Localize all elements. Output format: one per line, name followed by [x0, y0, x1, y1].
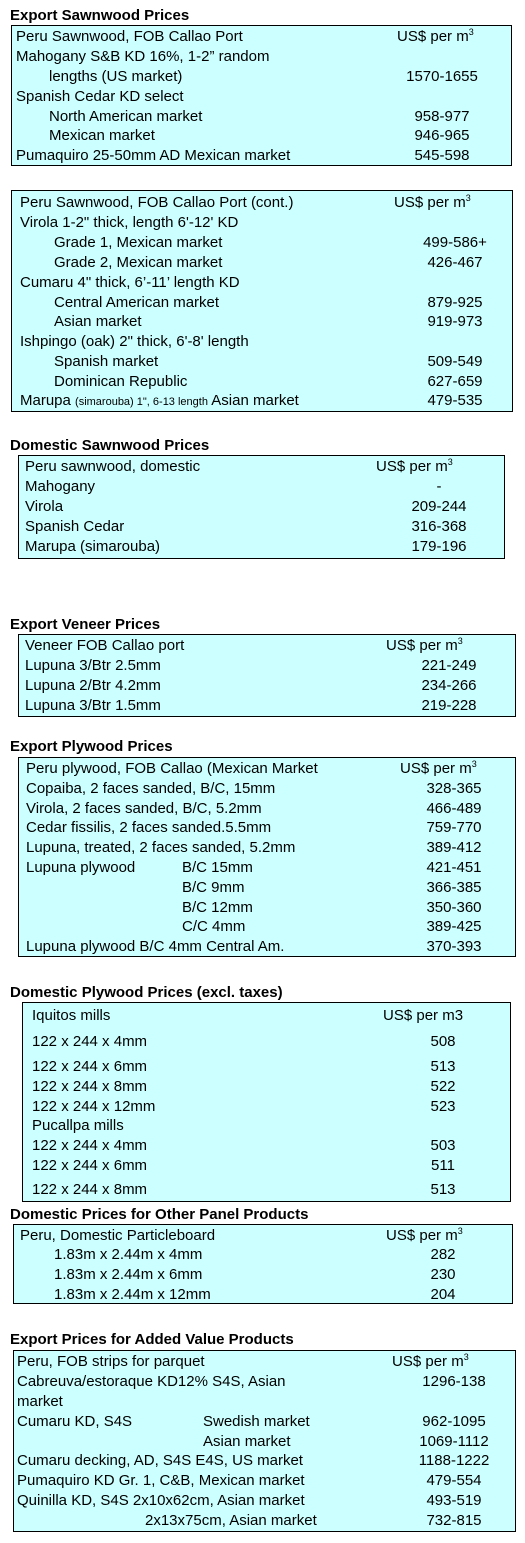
table-row — [12, 213, 512, 233]
table-row — [14, 1511, 515, 1531]
header-label: Peru, FOB strips for parquet — [17, 1353, 205, 1370]
table-header-row — [19, 457, 504, 477]
row-label: Virola, 2 faces sanded, B/C, 5.2mm — [26, 800, 262, 817]
header-label: Veneer FOB Callao port — [25, 637, 185, 654]
row-label: 1.83m x 2.44m x 6mm — [54, 1266, 203, 1283]
table-row — [14, 1245, 512, 1265]
row-label: Grade 2, Mexican market — [54, 254, 223, 271]
table-row — [12, 273, 512, 293]
row-value: 1188-1222 — [418, 1452, 490, 1469]
table-row — [14, 1491, 515, 1511]
row-value: 1069-1112 — [419, 1433, 489, 1450]
row-label: Copaiba, 2 faces sanded, B/C, 15mm — [26, 780, 276, 797]
table-row — [19, 477, 504, 497]
row-label: 1.83m x 2.44m x 12mm — [54, 1286, 211, 1303]
unit-label: US$ per m3 — [383, 1007, 464, 1024]
table-row — [12, 126, 511, 146]
table-row — [12, 293, 512, 313]
row-label: 122 x 244 x 6mm — [32, 1157, 148, 1174]
table-row — [12, 67, 511, 87]
table-row — [12, 391, 512, 411]
row-value: 230 — [430, 1266, 456, 1283]
row-value: 509-549 — [427, 353, 483, 370]
table-row — [23, 1116, 510, 1136]
row-value: 962-1095 — [422, 1413, 486, 1430]
export-sawnwood-title: Export Sawnwood Prices — [10, 7, 190, 24]
row-value: 466-489 — [426, 800, 482, 817]
row-label: lengths (US market) — [49, 68, 183, 85]
row-value: 523 — [430, 1098, 456, 1115]
table-row — [19, 838, 515, 858]
export-sawnwood-table — [11, 25, 512, 166]
table-row — [19, 517, 504, 537]
table-header-row — [12, 27, 511, 47]
row-value: 234-266 — [421, 677, 477, 694]
row-sublabel: Swedish market — [203, 1413, 310, 1430]
table-row — [19, 676, 515, 696]
row-label: 122 x 244 x 8mm — [32, 1078, 148, 1095]
row-label: Central American market — [54, 294, 220, 311]
row-label: Ishpingo (oak) 2" thick, 6'-8' length — [20, 333, 249, 350]
table-row — [14, 1451, 515, 1471]
table-row — [23, 1032, 510, 1052]
row-label: Lupuna 3/Btr 1.5mm — [25, 697, 161, 714]
unit-label: US$ per $m^3$ — [397, 27, 474, 45]
row-label: Mexican market — [49, 127, 155, 144]
row-value: 513 — [430, 1058, 456, 1075]
table-row — [19, 898, 515, 918]
table-row — [19, 779, 515, 799]
table-header-row — [12, 193, 512, 213]
row-value: 389-425 — [426, 918, 482, 935]
row-label: Cumaru decking, AD, S4S E4S, US market — [17, 1452, 303, 1469]
unit-label: US$ per $m^3$ — [376, 457, 453, 475]
header-label: Peru, Domestic Particleboard — [20, 1227, 216, 1244]
header-label: Peru plywood, FOB Callao (Mexican Market — [26, 760, 318, 777]
header-label: Peru Sawnwood, FOB Callao Port — [16, 28, 243, 45]
row-value: 879-925 — [427, 294, 483, 311]
row-label: Lupuna, treated, 2 faces sanded, 5.2mm — [26, 839, 296, 856]
row-label: Dominican Republic — [54, 373, 188, 390]
row-label: Spanish Cedar KD select — [16, 88, 184, 105]
other-panels-table — [13, 1224, 513, 1304]
export-sawnwood-cont-table — [11, 190, 513, 412]
row-label: Pumaquiro 25-50mm AD Mexican market — [16, 147, 291, 164]
table-row — [19, 537, 504, 557]
export-veneer-title: Export Veneer Prices — [10, 616, 161, 633]
row-value: - — [436, 478, 442, 495]
table-row — [19, 799, 515, 819]
row-value: 493-519 — [426, 1492, 482, 1509]
row-label: market — [17, 1393, 63, 1410]
table-row — [23, 1156, 510, 1176]
row-label: Cabreuva/estoraque KD12% S4S, Asian — [17, 1373, 286, 1390]
table-header-row — [14, 1226, 512, 1246]
table-row — [19, 696, 515, 716]
table-row — [12, 87, 511, 107]
domestic-plywood-table — [22, 1002, 511, 1202]
row-value: 919-973 — [427, 313, 483, 330]
row-label: Virola — [25, 498, 64, 515]
table-row — [14, 1471, 515, 1491]
table-row — [19, 497, 504, 517]
table-row — [14, 1412, 515, 1432]
table-header-row — [23, 1006, 510, 1026]
table-row — [14, 1285, 512, 1305]
table-row — [19, 878, 515, 898]
unit-label: US$ per $m^3$ — [394, 193, 471, 211]
row-sublabel: B/C 9mm — [182, 879, 245, 896]
row-value: 479-554 — [426, 1472, 482, 1489]
row-value: 513 — [430, 1181, 456, 1198]
table-header-row — [19, 636, 515, 656]
unit-label: US$ per $m^3$ — [386, 1226, 463, 1244]
row-label: Lupuna plywood B/C 4mm Central Am. — [26, 938, 285, 955]
row-value: 946-965 — [414, 127, 470, 144]
row-label: 122 x 244 x 6mm — [32, 1058, 148, 1075]
row-label: Lupuna plywood — [26, 859, 136, 876]
table-row — [23, 1097, 510, 1117]
table-row — [19, 937, 515, 957]
table-row — [12, 47, 511, 67]
table-row — [12, 332, 512, 352]
row-label: Marupa (simarouba) 1", 6-13 length Asian market — [20, 392, 299, 409]
row-label: Lupuna 2/Btr 4.2mm — [25, 677, 161, 694]
row-label: Cumaru 4" thick, 6’-11’ length KD — [20, 274, 240, 291]
table-row — [12, 107, 511, 127]
row-label: 122 x 244 x 8mm — [32, 1181, 148, 1198]
export-plywood-title: Export Plywood Prices — [10, 738, 173, 755]
row-value: 204 — [430, 1286, 456, 1303]
table-row — [12, 253, 512, 273]
row-label: Spanish Cedar — [25, 518, 125, 535]
row-value: 370-393 — [426, 938, 482, 955]
row-sublabel: C/C 4mm — [182, 918, 246, 935]
row-label: Grade 1, Mexican market — [54, 234, 223, 251]
table-row — [14, 1392, 515, 1412]
row-label: Mahogany S&B KD 16%, 1-2” random — [16, 48, 270, 65]
row-label: 122 x 244 x 4mm — [32, 1033, 148, 1050]
row-value: 328-365 — [426, 780, 482, 797]
row-sublabel: B/C 12mm — [182, 899, 253, 916]
table-row — [23, 1057, 510, 1077]
row-sublabel: 2x13x75cm, Asian market — [145, 1512, 317, 1529]
row-label: Spanish market — [54, 353, 159, 370]
row-label: Quinilla KD, S4S 2x10x62cm, Asian market — [17, 1492, 305, 1509]
table-row — [12, 146, 511, 166]
row-value: 479-535 — [427, 392, 483, 409]
row-value: 316-368 — [411, 518, 467, 535]
table-row — [23, 1077, 510, 1097]
row-value: 421-451 — [426, 859, 482, 876]
unit-label: US$ per $m^3$ — [392, 1352, 469, 1370]
row-value: 366-385 — [426, 879, 482, 896]
table-row — [19, 656, 515, 676]
row-value: 545-598 — [414, 147, 470, 164]
row-label: Lupuna 3/Btr 2.5mm — [25, 657, 161, 674]
row-label: Virola 1-2" thick, length 6'-12' KD — [20, 214, 239, 231]
row-value: 627-659 — [427, 373, 483, 390]
row-label: 122 x 244 x 12mm — [32, 1098, 156, 1115]
row-value: 503 — [430, 1137, 456, 1154]
row-label: Asian market — [54, 313, 142, 330]
row-value: 508 — [430, 1033, 456, 1050]
row-label: Cumaru KD, S4S — [17, 1413, 133, 1430]
row-value: 219-228 — [421, 697, 477, 714]
row-value: 732-815 — [426, 1512, 482, 1529]
header-label: Iquitos mills — [32, 1007, 111, 1024]
row-label: Pucallpa mills — [32, 1117, 124, 1134]
row-value: 958-977 — [414, 108, 470, 125]
table-row — [19, 858, 515, 878]
row-value: 209-244 — [411, 498, 467, 515]
row-label: 122 x 244 x 4mm — [32, 1137, 148, 1154]
row-value: 1296-138 — [422, 1373, 486, 1390]
table-row — [23, 1180, 510, 1200]
row-label: Cedar fissilis, 2 faces sanded.5.5mm — [26, 819, 272, 836]
added-value-title: Export Prices for Added Value Products — [10, 1331, 294, 1348]
row-sublabel: Asian market — [203, 1433, 291, 1450]
header-label: Peru sawnwood, domestic — [25, 458, 201, 475]
row-value: 179-196 — [411, 538, 467, 555]
domestic-sawnwood-title: Domestic Sawnwood Prices — [10, 437, 210, 454]
domestic-sawnwood-table — [18, 455, 505, 559]
table-row — [12, 372, 512, 392]
row-label: North American market — [49, 108, 203, 125]
row-value: 426-467 — [427, 254, 483, 271]
row-value: 499-586+ — [423, 234, 487, 251]
header-label: Peru Sawnwood, FOB Callao Port (cont.) — [20, 194, 294, 211]
export-plywood-table — [18, 757, 516, 957]
export-veneer-table — [18, 634, 516, 717]
table-header-row — [14, 1352, 515, 1372]
row-label: Mahogany — [25, 478, 96, 495]
unit-label: US$ per $m^3$ — [386, 636, 463, 654]
row-value: 350-360 — [426, 899, 482, 916]
table-row — [12, 312, 512, 332]
row-sublabel: B/C 15mm — [182, 859, 253, 876]
unit-label: US$ per $m^3$ — [400, 759, 477, 777]
table-row — [19, 917, 515, 937]
table-row — [23, 1136, 510, 1156]
row-label: Marupa (simarouba) — [25, 538, 161, 555]
row-label: 1.83m x 2.44m x 4mm — [54, 1246, 203, 1263]
domestic-plywood-title: Domestic Plywood Prices (excl. taxes) — [10, 984, 283, 1001]
table-row — [12, 352, 512, 372]
other-panels-title: Domestic Prices for Other Panel Products — [10, 1206, 309, 1223]
row-value: 759-770 — [426, 819, 482, 836]
table-row — [12, 233, 512, 253]
row-value: 1570-1655 — [406, 68, 478, 85]
added-value-table — [13, 1350, 516, 1532]
table-row — [14, 1265, 512, 1285]
row-value: 282 — [430, 1246, 456, 1263]
row-value: 511 — [431, 1157, 455, 1174]
table-row — [19, 818, 515, 838]
row-label: Pumaquiro KD Gr. 1, C&B, Mexican market — [17, 1472, 305, 1489]
table-header-row — [19, 759, 515, 779]
row-value: 389-412 — [426, 839, 482, 856]
row-value: 221-249 — [421, 657, 477, 674]
table-row — [14, 1372, 515, 1392]
table-row — [14, 1432, 515, 1452]
row-value: 522 — [430, 1078, 456, 1095]
